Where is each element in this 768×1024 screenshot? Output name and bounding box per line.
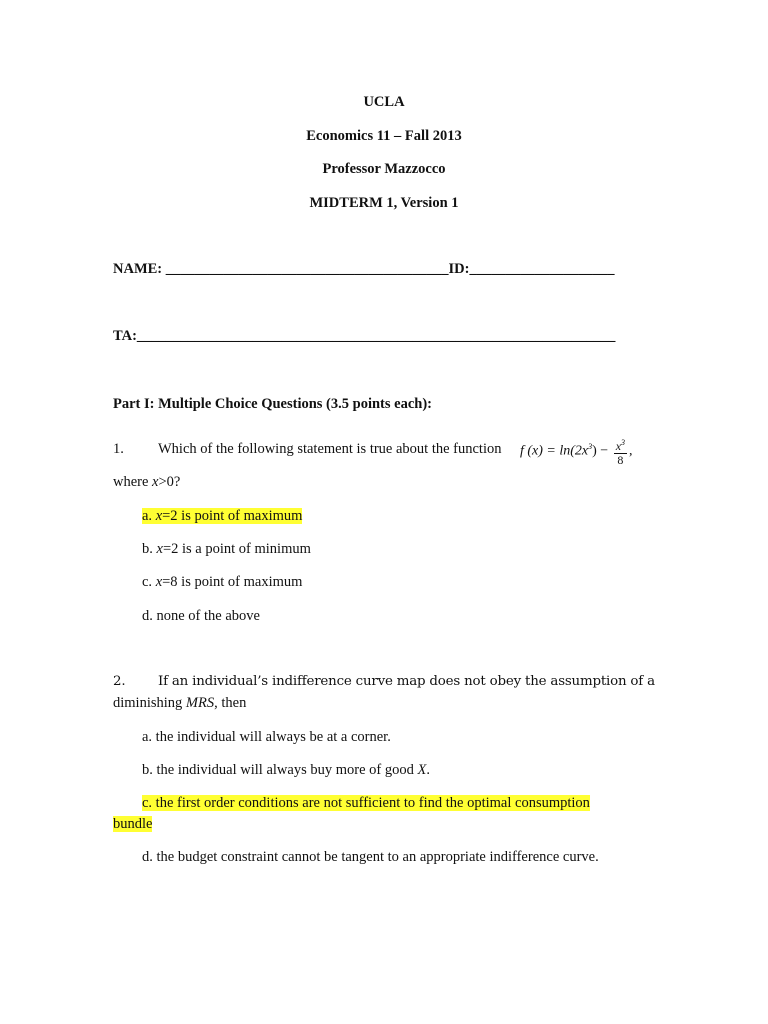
name-blank[interactable]: _______________________________________ — [165, 261, 449, 277]
option-letter: a. — [142, 508, 156, 524]
option-letter: c. — [142, 574, 156, 590]
option-text: =2 is point of maximum — [162, 508, 303, 524]
formula-lhs: f (x) = ln(2x — [520, 443, 589, 459]
q1-text: Which of the following statement is true about the function — [158, 441, 502, 457]
option-var: X — [417, 762, 427, 778]
formula-fraction — [614, 436, 627, 467]
q2-text2-var: MRS — [185, 695, 215, 711]
fraction-numerator-exp: 3 — [621, 437, 626, 447]
id-label: ID: — [448, 261, 470, 277]
professor-name: Professor Mazzocco — [322, 161, 446, 177]
option-text: =2 is a point of minimum — [162, 541, 311, 557]
q2-option-c-line2[interactable] — [113, 816, 152, 833]
q1-number: 1. — [113, 441, 124, 457]
option-text: b. the individual will always buy more of good — [142, 762, 418, 778]
where-var: x — [152, 474, 159, 490]
school-title: UCLA — [363, 94, 405, 110]
option-suffix: . — [426, 762, 430, 778]
option-var: x — [155, 508, 163, 524]
where-prefix: where — [113, 474, 153, 490]
fraction-denominator: 8 — [617, 452, 624, 467]
course-title: Economics 11 – Fall 2013 — [306, 128, 462, 144]
q1-option-a[interactable] — [142, 508, 302, 525]
exam-title: MIDTERM 1, Version 1 — [309, 195, 459, 211]
q1-where — [113, 474, 180, 491]
ta-blank[interactable]: __________________________________________________________________ — [136, 328, 616, 344]
formula-mid: ) − — [592, 443, 609, 459]
option-var: x — [155, 574, 163, 590]
option-text: d. none of the above — [142, 608, 260, 624]
option-letter: b. — [142, 541, 157, 557]
q1-option-b[interactable] — [142, 541, 311, 558]
q2-option-a[interactable]: a. the individual will always be at a corner. — [142, 729, 391, 745]
ta-line — [113, 328, 615, 345]
fraction-numerator: x — [615, 438, 622, 453]
option-text: bundle — [113, 816, 153, 832]
where-suffix: >0? — [158, 474, 181, 490]
name-id-line — [113, 261, 614, 278]
q2-text: If an individual’s indifference curve map does not obey the assumption of a — [158, 674, 655, 689]
q2-option-b[interactable] — [142, 762, 430, 779]
option-text: =8 is point of maximum — [162, 574, 303, 590]
part1-title: Part I: Multiple Choice Questions (3.5 points each): — [113, 396, 432, 412]
q2-number: 2. — [113, 674, 126, 689]
q1-option-c[interactable] — [142, 574, 302, 591]
q2-text2-prefix: diminishing — [113, 695, 186, 711]
id-blank[interactable]: ____________________ — [469, 261, 615, 277]
q1-formula — [520, 430, 633, 469]
q2-text2-suffix: , then — [214, 695, 247, 711]
q2-text-line2 — [113, 695, 246, 712]
option-var: x — [156, 541, 163, 557]
ta-label: TA: — [113, 328, 137, 344]
formula-exp: 3 — [588, 442, 593, 451]
name-label: NAME: — [113, 261, 163, 277]
q2-option-c-line1[interactable] — [142, 795, 590, 812]
formula-end: , — [629, 443, 633, 459]
q2-option-d[interactable]: d. the budget constraint cannot be tangent to an appropriate indifference curve. — [142, 849, 599, 865]
option-text: c. the first order conditions are not sufficient to find the optimal consumption — [142, 795, 590, 811]
q1-option-d[interactable] — [142, 608, 260, 625]
